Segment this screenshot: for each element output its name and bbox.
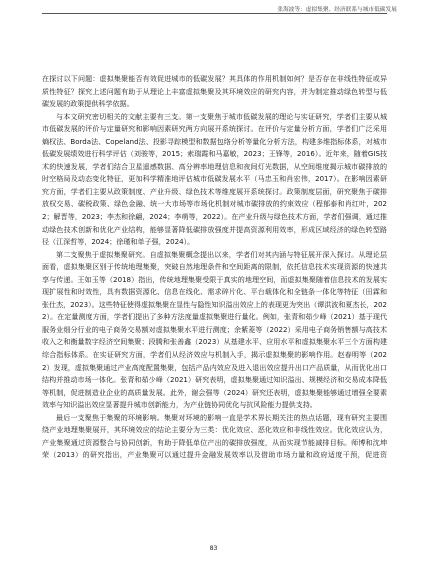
- paragraph-1: 在探讨以下问题：虚拟集聚能否有效促进城市的低碳发展？其具体的作用机制如何？是否存在非线性特征或异质性特征？探究上述问题有助于从理论上丰富虚拟集聚及其环境效应的研究内容，并为制定推动绿色转型与低碳发展的政策提供科学依据。: [42, 74, 387, 109]
- article-body: [42, 73, 387, 462]
- paragraph-3: 第二支聚焦于虚拟集聚研究。自虚拟集聚概念提出以来，学者们对其内涵与特征展开深入探讨。从理论层面看，虚拟集聚区别于传统地理集聚，突破自然地理条件和空间距离的限制，依托信息技术实现资源的快速共享与传递。王如玉等（2018）指出，传统地理集聚受限于真实的地理空间，而虚拟集聚随着信息技术的发展实现扩展性和时效性，具有数据资源化、信息在线化、需求碎片化、平台载体化和全链条一体化等特征（田霖和张仕杰，2023）。这些特征使得虚拟集聚在显性与隐性知识溢出效应上的表现更为突出（谭洪波和夏杰长，2022）。在定量测度方面，学者们提出了多种方法度量虚拟集聚进行量化。例如，张青和茹少峰（2021）基于现代服务业细分行业的电子商务交易额对虚拟集聚水平进行测度；余紫菱等（2022）采用电子商务销售额与高技术收入之和衡量数字经济空间集聚；段腾和张善鑫（2023）从基建水平、应用水平和虚拟集聚水平三个方面构建综合指标体系。在实证研究方面，学者们从经济效应与机制入手，揭示虚拟集聚的影响作用。赵春明等（2022）发现，虚拟集聚通过产业高度配置集聚，包括产品内效应及进入退出效应提升出口产品质量，从而优化出口结构并推动市场一体化。张青和茹少峰（2021）研究表明，虚拟集聚通过知识溢出、规模经济和交易成本降低等机制，促进制造业企业的高质量发展。此外，谢会强等（2024）研究还表明，虚拟集聚能够通过增强全要素效率与知识溢出效应显著提升城市创新能力，为产业链协同优化与抗风险能力提供支持。: [42, 249, 387, 410]
- paragraph-2: 与本文研究密切相关的文献主要有三支。第一支聚焦于城市低碳发展的理论与实证研究，学者们主要从城市低碳发展的评价与定量研究和影响因素研究两方向展开系统探讨。在评价与定量分析方面，学者们广泛采用熵权法、Borda法、Copeland法、投影寻踪模型和数据包络分析等量化分析方法，构建多维指标体系，对城市低碳发展绩效进行科学评估（刘骏等，2015；索瑞霞和马嘉敏，2023；王锋等，2016）。近年来，随着GIS技术的快速发展，学者们结合卫星遥感数据、高分辨率地理信息和夜间灯光数据，从空间维度揭示城市碳排放的时空格局及动态变化特征，更加科学精准地评估城市低碳发展水平（马忠玉和肖宏伟，2017）。在影响因素研究方面，学者们主要从政策制度、产业升级、绿色技术等维度展开系统探讨。政策制度层面，研究聚焦于碳排放权交易、碳税政策、绿色金融、统一大市场等市场化机制对城市碳排放的约束效应（程郁泰和肖红叶，2022；解晋等，2023；李杰和徐翩，2024；李萌等，2022）。在产业升级与绿色技术方面，学者们强调，通过推动绿色技术创新和优化产业结构，能够显著降低碳排放强度并提高资源利用效率，形成区域经济的绿色转型路径（江深哲等，2024；徐瑾和单子强，2024）。: [42, 111, 387, 247]
- running-head: 张海波等：虚拟集聚、经济联系与城市低碳发展: [277, 7, 397, 13]
- header-rule: [42, 13, 387, 14]
- paragraph-4: 最后一支聚焦于集聚的环境影响。集聚对环境的影响一直是学术界长期关注的热点话题，现有研究主要围绕产业地理集聚展开，其环境效应的结论主要分为三类：优化效应、恶化效应和非线性效应。优化效应认为，产业集聚通过资源整合与协同创新，有助于降低单位产出的碳排放强度，从而实现节能减排目标。师博和沈坤荣（2013）的研究指出，产业集聚可以通过提升金融发展效率以及借助市场力量和政府适度干预，促进资: [42, 412, 387, 460]
- page-number: 83: [209, 545, 218, 552]
